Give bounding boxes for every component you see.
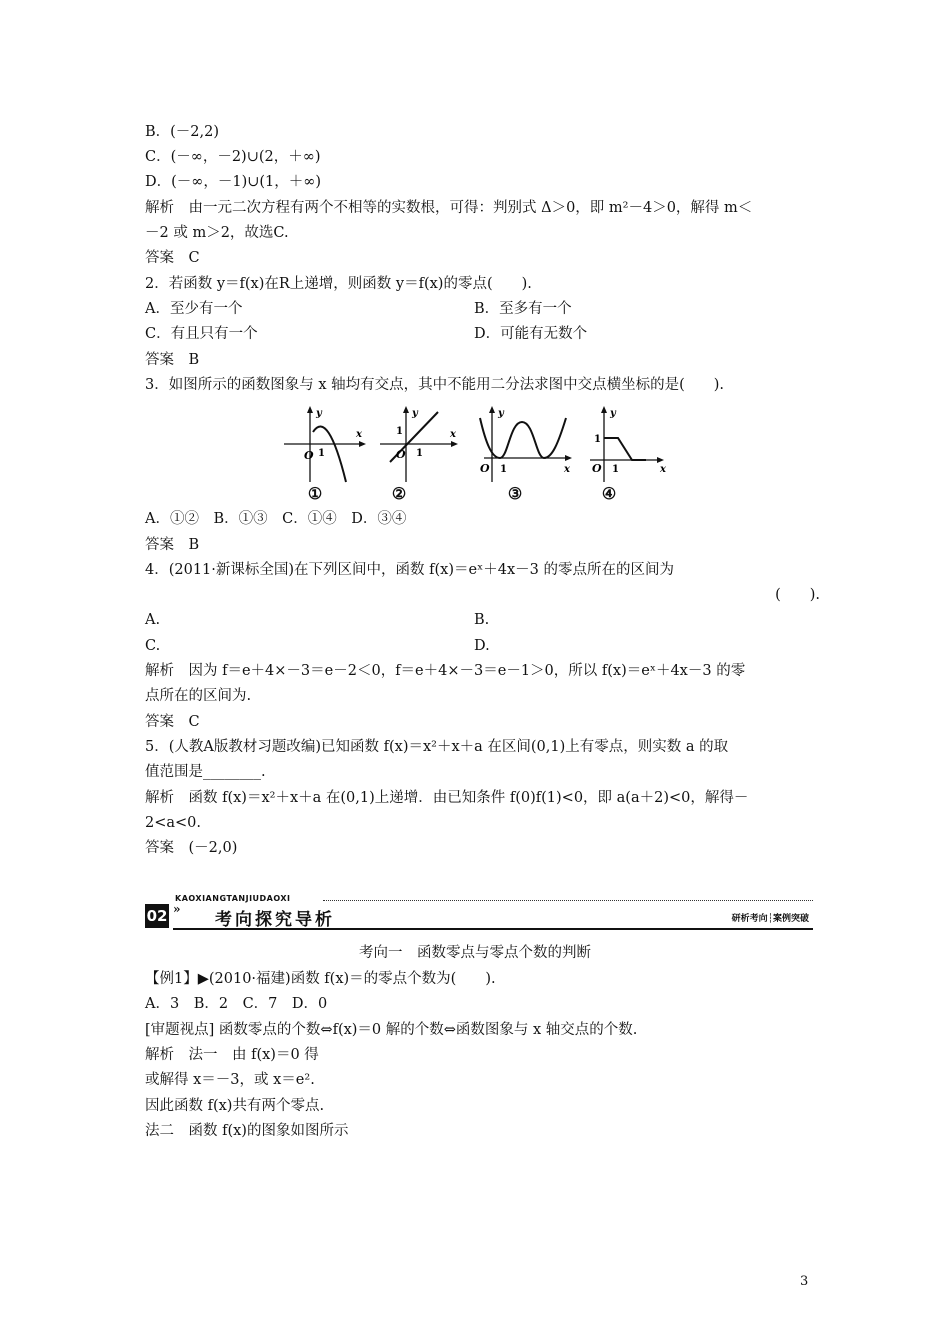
banner-arrow-icon: » [173,902,181,916]
graph-2-y: y [412,408,418,419]
graph-label-2: ② [391,484,407,503]
line-analysis-4b: 点所在的区间为. [145,688,252,704]
line-q4-option-a: A. [145,612,161,628]
graph-3-y: y [498,408,504,419]
line-review-point: [审题视点] 函数零点的个数⇔f(x)＝0 解的个数⇔函数图象与 x 轴交点的个数. [145,1022,638,1038]
graph-1-one: 1 [318,448,325,459]
line-analysis-1b: －2 或 m＞2，故选C. [145,225,289,241]
line-q2-option-a: A．至少有一个 [145,301,243,317]
graph-4-y: y [610,408,616,419]
line-example-1: 【例1】▶(2010·福建)函数 f(x)＝的零点个数为( ). [145,971,496,987]
line-solution-3: 因此函数 f(x)共有两个零点. [145,1098,325,1114]
line-q4-option-d: D. [474,638,490,654]
graph-3 [476,404,580,484]
line-question-3: 3．如图所示的函数图象与 x 轴均有交点，其中不能用二分法求图中交点横坐标的是( ). [145,377,725,393]
line-option-b: B．(－2,2) [145,124,220,140]
line-solution-1: 解析 法一 由 f(x)＝0 得 [145,1047,319,1063]
graph-4 [588,404,680,484]
banner-pinyin: KAOXIANGTANJIUDAOXI [175,894,291,903]
line-q4-option-c: C. [145,638,161,654]
banner-right-text: 研析考向┆案例突破 [731,914,809,924]
graph-4-one-x: 1 [612,464,619,475]
line-solution-2: 或解得 x＝－3，或 x＝e². [145,1072,315,1088]
graph-4-origin: O [592,462,602,475]
graph-4-one-y: 1 [594,434,601,445]
line-question-5: 5．(人教A版教材习题改编)已知函数 f(x)＝x²＋x＋a 在区间(0,1)上有零点，则实数 a 的取 [145,739,729,755]
graph-2-one-y: 1 [396,426,403,437]
graph-2 [376,404,466,484]
line-question-4: 4．(2011·新课标全国)在下列区间中，函数 f(x)＝eˣ＋4x－3 的零点所在的区间为 [145,562,674,578]
graph-2-x: x [450,429,456,440]
line-option-d: D．(－∞，－1)∪(1，＋∞) [145,174,322,190]
line-question-5b: 值范围是________. [145,764,266,780]
line-answer-4: 答案 C [145,714,200,730]
page-number: 3 [800,1274,809,1289]
line-q3-options: A．①② B．①③ C．①④ D．③④ [145,511,407,527]
graph-4-x: x [660,464,666,475]
banner-dotted-rule [323,900,813,901]
section-heading: 考向一 函数零点与零点个数的判断 [359,945,591,961]
banner-rule [173,928,813,930]
graph-1-origin: O [304,449,314,462]
line-q2-option-b: B．至多有一个 [474,301,572,317]
graph-label-3: ③ [507,484,523,503]
graph-2-origin: O [396,448,406,461]
line-answer-1: 答案 C [145,250,200,266]
line-analysis-5: 解析 函数 f(x)＝x²＋x＋a 在(0,1)上递增．由已知条件 f(0)f(1)<0，即 a(a＋2)<0，解得－ [145,790,749,806]
line-analysis-5b: 2<a<0. [145,815,202,831]
graph-3-x: x [564,464,570,475]
banner-title: 考向探究导析 [215,910,335,930]
function-graphs [280,404,680,504]
graph-3-one: 1 [500,464,507,475]
graph-1 [280,404,370,484]
line-q2-option-c: C．有且只有一个 [145,326,258,342]
line-answer-3: 答案 B [145,537,200,553]
line-q2-option-d: D．可能有无数个 [474,326,588,342]
graph-1-x: x [356,429,362,440]
graph-3-origin: O [480,462,490,475]
line-option-c: C．(－∞，－2)∪(2，＋∞) [145,149,321,165]
section-banner [145,896,813,930]
graph-label-4: ④ [601,484,617,503]
line-answer-5: 答案 (－2,0) [145,840,238,856]
line-question-2: 2．若函数 y＝f(x)在R上递增，则函数 y＝f(x)的零点( ). [145,276,532,292]
line-q4-bracket: ( ). [775,587,820,603]
graph-1-y: y [316,408,322,419]
line-analysis-4: 解析 因为 f＝e＋4×－3＝e－2＜0，f＝e＋4×－3＝e－1＞0，所以 f(x)＝eˣ＋4x－3 的零 [145,663,746,679]
banner-number: 02 [145,904,169,928]
line-q4-option-b: B. [474,612,490,628]
line-analysis-1: 解析 由一元二次方程有两个不相等的实数根，可得：判别式 Δ＞0，即 m²－4＞0，解得 m＜ [145,200,753,216]
line-example-options: A．3 B．2 C．7 D．0 [145,996,328,1012]
line-answer-2: 答案 B [145,352,200,368]
graph-label-1: ① [307,484,323,503]
line-solution-4: 法二 函数 f(x)的图象如图所示 [145,1123,349,1139]
graph-2-one-x: 1 [416,448,423,459]
